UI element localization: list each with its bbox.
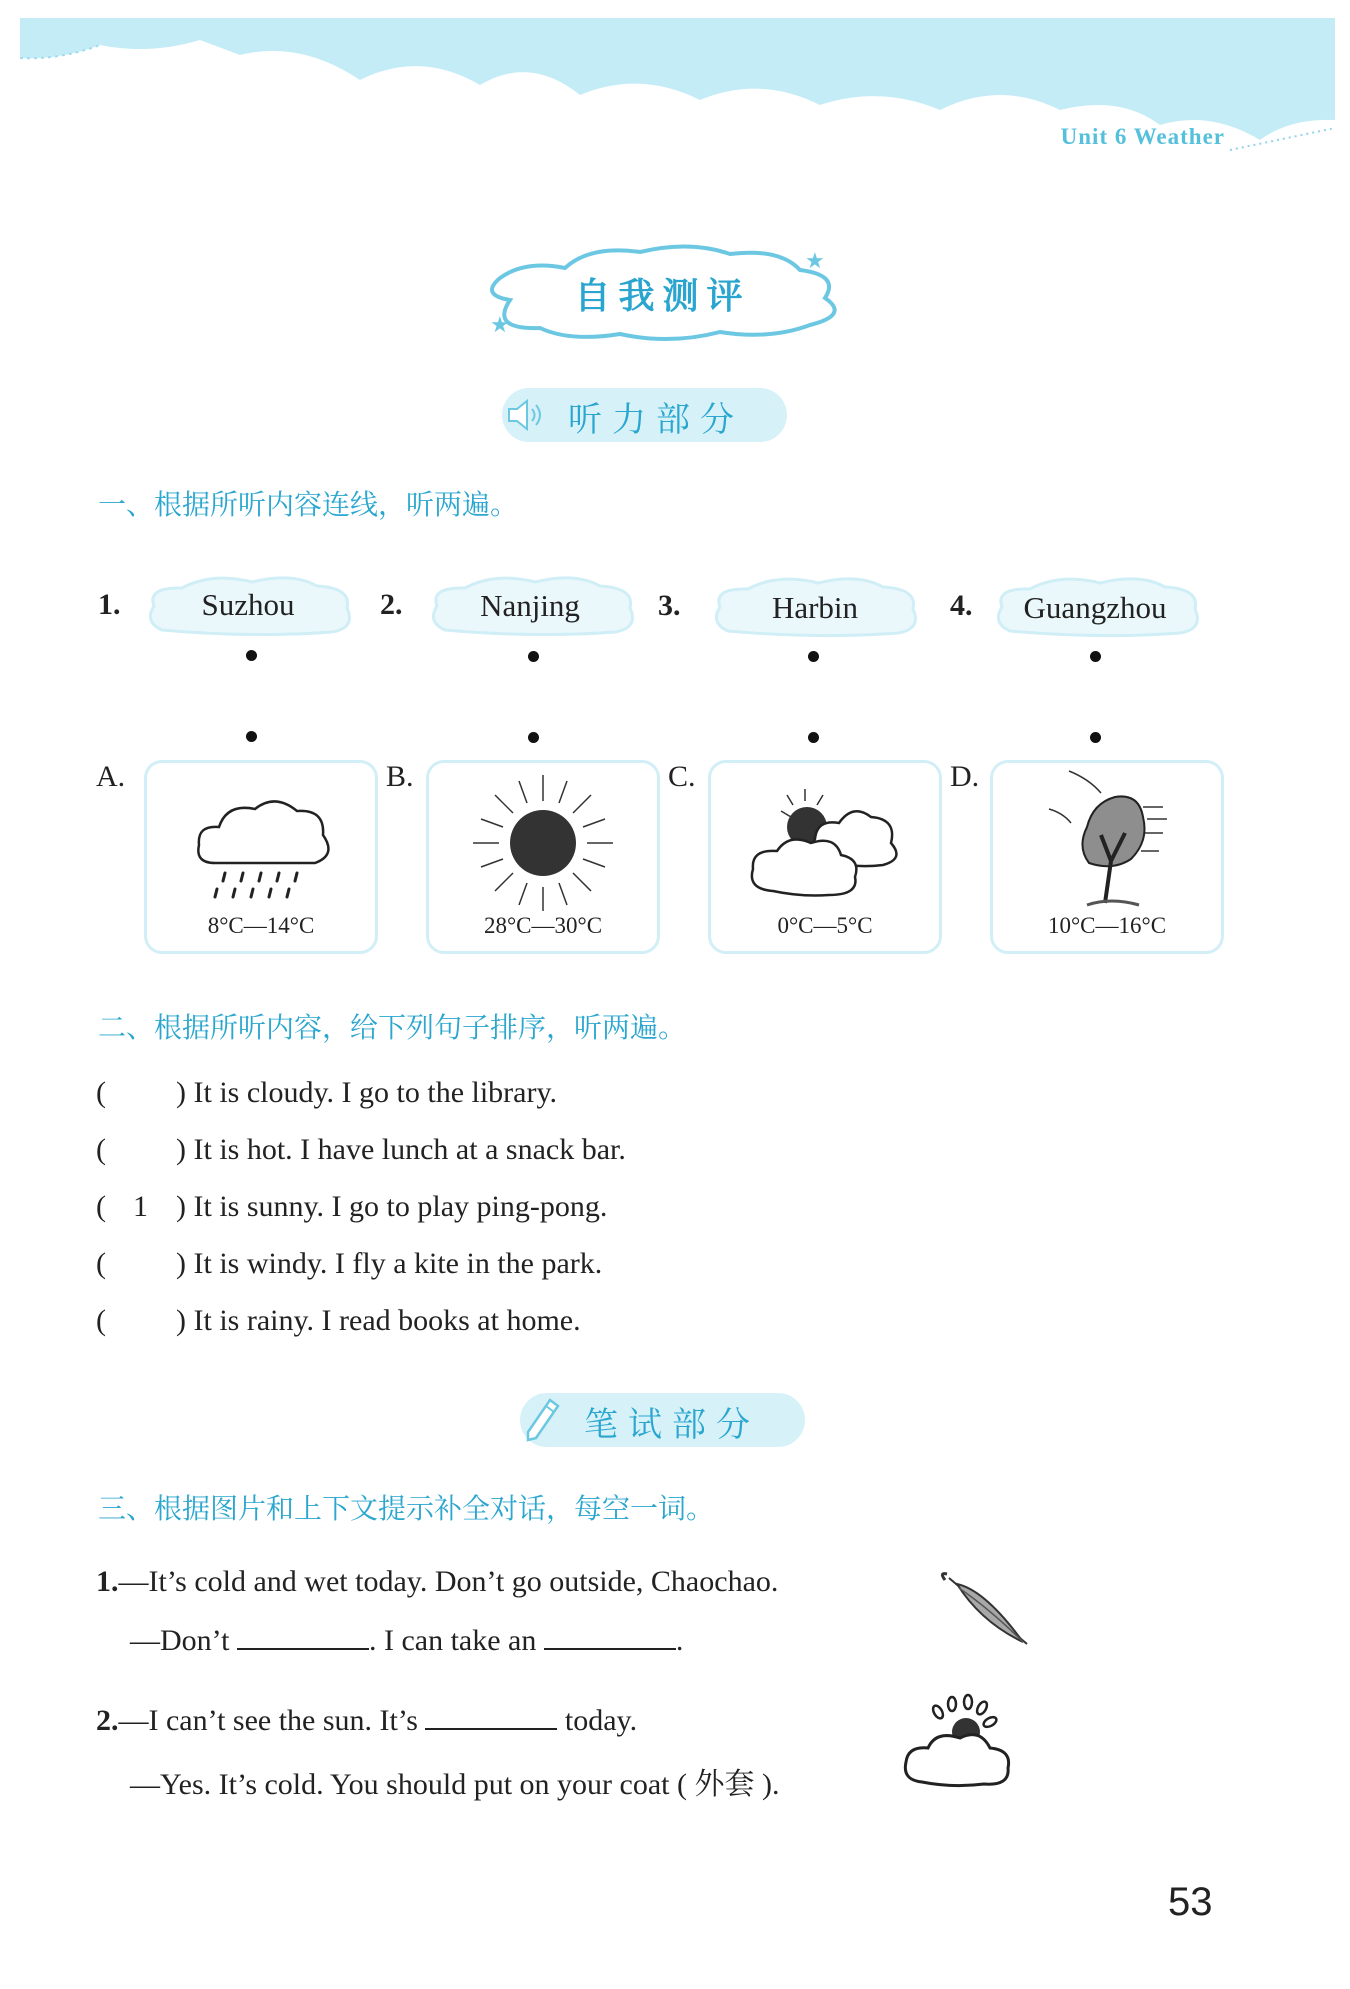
rain-cloud-icon [147, 763, 375, 913]
temp-d: 10°C—16°C [1047, 913, 1167, 938]
city-number-3: 3. [658, 589, 681, 622]
match-dot-bottom-c[interactable] [808, 732, 819, 743]
city-harbin: Harbin [771, 590, 859, 625]
city-number-2: 2. [380, 588, 403, 621]
windy-tree-icon [993, 763, 1221, 913]
temp-c: 0°C—5°C [777, 913, 873, 938]
sentence-text-4: ) It is windy. I fly a kite in the park. [176, 1247, 603, 1280]
dialog-1-line-2-c: . [675, 1624, 684, 1657]
match-dot-top-1[interactable] [246, 650, 257, 661]
q2-heading: 二、根据所听内容，给下列句子排序，听两遍。 [98, 1011, 687, 1044]
dialog-2-line-1-b: today. [564, 1704, 638, 1737]
ordering-sentence-1: ( ) It is cloudy. I go to the library. [96, 1076, 558, 1109]
umbrella-icon [935, 1570, 1035, 1650]
dialog-1-line-2 [130, 1622, 683, 1658]
picture-letter-b: B. [386, 760, 414, 793]
temp-b: 28°C—30°C [483, 913, 603, 938]
sentence-text-5: ) It is rainy. I read books at home. [176, 1304, 581, 1337]
svg-text:★: ★ [805, 248, 825, 273]
dialog-1-line-1-text: —It’s cold and wet today. Don’t go outside, Chaochao. [118, 1565, 779, 1598]
ordering-answer-3[interactable]: 1 [133, 1190, 148, 1223]
dialog-1-blank-2[interactable] [544, 1622, 676, 1650]
sentence-text-2: ) It is hot. I have lunch at a snack bar. [176, 1133, 626, 1166]
speaker-icon [505, 396, 551, 434]
svg-text:★: ★ [490, 312, 510, 337]
q3-heading: 三、根据图片和上下文提示补全对话，每空一词。 [98, 1492, 715, 1525]
listening-section-label: 听力部分 [568, 400, 744, 440]
sentence-text-3: ) It is sunny. I go to play ping-pong. [176, 1190, 608, 1223]
match-dot-bottom-b[interactable] [528, 732, 539, 743]
pencil-icon [520, 1396, 564, 1444]
dialog-2-line-1 [96, 1702, 637, 1738]
dialog-1-line-1 [96, 1565, 778, 1599]
picture-letter-a: A. [96, 760, 126, 793]
dialog-1-line-2-a: —Don’t [130, 1624, 230, 1657]
page-number: 53 [1168, 1880, 1213, 1924]
unit-label: Unit 6 Weather [1060, 124, 1225, 149]
sun-behind-cloud-icon [711, 763, 939, 913]
picture-letter-c: C. [668, 760, 696, 793]
weather-picture-c [708, 760, 942, 954]
match-dot-top-4[interactable] [1090, 651, 1101, 662]
weather-picture-b [426, 760, 660, 954]
page-title: 自我测评 [574, 276, 751, 317]
written-section-label: 笔试部分 [584, 1405, 760, 1445]
dialog-1-number: 1. [96, 1565, 119, 1598]
city-nanjing: Nanjing [480, 588, 580, 623]
match-dot-top-3[interactable] [808, 651, 819, 662]
picture-letter-d: D. [950, 760, 980, 793]
dialog-2-line-1-a: —I can’t see the sun. It’s [118, 1704, 418, 1737]
city-suzhou: Suzhou [201, 587, 295, 622]
ordering-sentence-5: ( ) It is rainy. I read books at home. [96, 1304, 581, 1337]
sun-icon [429, 763, 657, 913]
match-dot-top-2[interactable] [528, 651, 539, 662]
cloudy-icon [900, 1690, 1015, 1790]
ordering-sentence-4: ( ) It is windy. I fly a kite in the park. [96, 1247, 603, 1280]
city-guangzhou: Guangzhou [1023, 590, 1167, 625]
dialog-2-blank-1[interactable] [425, 1702, 557, 1730]
match-dot-bottom-d[interactable] [1090, 732, 1101, 743]
q1-heading: 一、根据所听内容连线，听两遍。 [98, 488, 519, 521]
sentence-text-1: ) It is cloudy. I go to the library. [176, 1076, 558, 1109]
temp-a: 8°C—14°C [207, 913, 315, 938]
weather-picture-a [144, 760, 378, 954]
dialog-2-line-2 [130, 1759, 779, 1803]
city-number-1: 1. [98, 588, 121, 621]
ordering-sentence-2: ( ) It is hot. I have lunch at a snack bar. [96, 1133, 626, 1166]
dialog-2-line-2-text: —Yes. It’s cold. You should put on your coat ( 外套 ). [130, 1768, 780, 1801]
dialog-1-line-2-b: . I can take an [368, 1624, 537, 1657]
ordering-sentence-3: ( 1 ) It is sunny. I go to play ping-pong. [96, 1190, 608, 1223]
weather-picture-d [990, 760, 1224, 954]
dialog-1-blank-1[interactable] [237, 1622, 369, 1650]
city-number-4: 4. [950, 589, 973, 622]
dialog-2-number: 2. [96, 1704, 119, 1737]
header-cloud-banner [0, 0, 1350, 190]
match-dot-bottom-a[interactable] [246, 731, 257, 742]
